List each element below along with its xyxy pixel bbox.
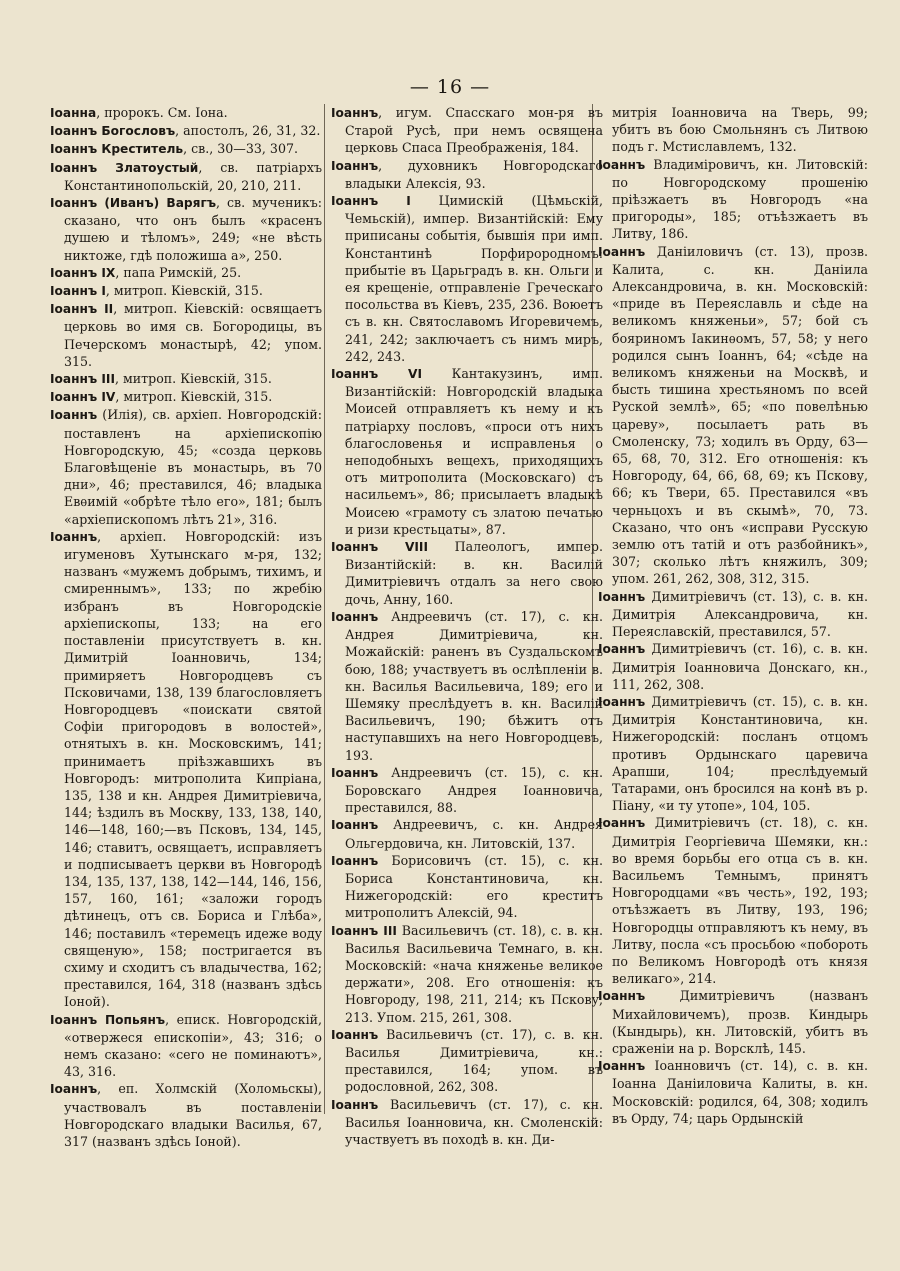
entry-text: Даніиловичъ (ст. 13), прозв. Калита, с. кн. Даніила Александровича, в. кн. Московскій: «приде въ Переяславль и сѣде на великомъ княженьи», 57; бой съ бояриномъ Іакинѳомъ, 57, 58; у него родился сынъ Іоаннъ, 64; «сѣде на великомъ княженьи на Москвѣ, и бысть тишина хрестьяномъ по всей Руской землѣ», 65; «по повелѣнью цареву», посылаетъ рать въ Смоленску, 73; ходилъ въ Орду, 63—65, 68, 70, 312. Его отношенія: къ Новгороду, 64, 66, 68, 69; къ Пскову, 66; къ Твери, 65. Преставился «въ черньцохъ и въ скымѣ», 70, 73. Сказано, что онъ «исправи Русскую землю отъ татій и отъ разбойникъ», 307; сколько лѣтъ княжилъ, 309; упом. 261, 262, 308, 312, 315. — [612, 243, 868, 587]
entry-headword: Іоаннъ Златоустый — [50, 160, 199, 175]
entry-headword: Іоаннъ — [598, 642, 646, 657]
index-column-2 — [331, 104, 603, 1148]
index-entry — [50, 104, 322, 122]
entry-text: Васильевичъ (ст. 17), с. в. кн. Василья Димитріевича, кн.: преставился, 164; упом. въ родословной, 262, 308. — [345, 1026, 603, 1095]
page-number: — 16 — — [409, 76, 491, 98]
index-entry — [598, 1057, 868, 1127]
entry-text: , митроп. Кіевскій, 315. — [115, 389, 273, 405]
entry-headword: Іоаннъ — [598, 816, 646, 831]
index-entry — [331, 157, 603, 192]
entry-headword: Іоаннъ — [331, 853, 379, 868]
index-entry — [331, 1096, 603, 1149]
entry-headword: Іоаннъ I — [50, 284, 106, 299]
entry-headword: Іоаннъ — [331, 1027, 379, 1042]
index-entry — [50, 406, 322, 527]
entry-text: Цимискій (Цѣмьскій, Чемьскій), импер. Византійскій: Ему приписаны событія, бывшія при имп. Константинѣ Порфирородномъ: прибытіе въ Царьградъ в. кн. Ольги и ея крещеніе, отправленіе Греческаго посольства въ Кіевъ, 235, 236. Воюетъ съ в. кн. Святославомъ Игоревичемъ, 241, 242; заключаетъ съ нимъ миръ, 242, 243. — [345, 193, 603, 364]
entry-text: Андреевичъ, с. кн. Андрея Ольгердовича, кн. Литовскій, 137. — [345, 817, 603, 851]
entry-headword: Іоаннъ IV — [50, 390, 116, 405]
index-entry — [598, 588, 868, 641]
entry-text: , митроп. Кіевскій: освящаетъ церковь во имя св. Богородицы, въ Печерскомъ монастырѣ, 42; упом. 315. — [64, 301, 323, 369]
entry-text: Кантакузинъ, имп. Византійскій: Новгородскій владыка Моисей отправляетъ къ нему и къ патріарху пословъ, «проси отъ нихъ благословенья и исправленья о неподобныхъ вещехъ, приходящихъ отъ митрополита (Московскаго) съ насильемъ», 86; присылаетъ владыкѣ Моисею «грамоту съ златою печатью и ризи крестьцаты», 87. — [345, 366, 604, 537]
index-entry — [598, 243, 868, 588]
entry-text: , папа Римскій, 25. — [115, 264, 242, 280]
entry-text: , св., 30—33, 307. — [183, 141, 298, 157]
entry-text: Димитріевичъ (ст. 15), с. в. кн. Димитрія Константиновича, кн. Нижегородскій: посланъ отцомъ противъ Ордынскаго царевича Арапши, 104; преслѣдуемый Татарами, онъ бросился на конѣ въ р. Піану, «и ту утопе», 104, 105. — [612, 693, 868, 814]
index-entry — [50, 528, 322, 1011]
index-entry — [598, 987, 868, 1057]
index-entry — [50, 370, 322, 388]
entry-text: Димитріевичъ (ст. 18), с. кн. Димитрія Георгіевича Шемяки, кн.: во время борьбы его отца съ в. кн. Васильемъ Темнымъ, принятъ Новгородцами «въ честь», 192, 193; отъѣзжаетъ въ Литву, 193, 196; Новгородцы отправляютъ къ нему, въ Литву, посла «съ просьбою «побороть по Великомъ Новгородѣ отъ князя великаго», 214. — [612, 815, 868, 987]
entry-headword: Іоаннъ — [331, 158, 379, 173]
entry-headword: Іоаннъ III — [331, 923, 397, 938]
entry-text: Борисовичъ (ст. 15), с. кн. Бориса Константиновича, кн. Нижегородскій: его креститъ митрополитъ Алексій, 94. — [345, 852, 603, 921]
entry-text: , духовникъ Новгородскаго владыки Алексія, 93. — [345, 157, 603, 191]
index-entry — [331, 852, 603, 922]
entry-text: Димитріевичъ (ст. 13), с. в. кн. Димитрія Александровича, кн. Переяславскій, преставился, 57. — [612, 588, 868, 640]
index-entry — [598, 814, 868, 987]
entry-headword: Іоаннъ Богословъ — [50, 124, 176, 139]
index-entry — [598, 640, 868, 693]
index-entry — [331, 538, 603, 608]
index-entry — [50, 1080, 322, 1150]
index-entry — [331, 608, 603, 764]
entry-headword: Іоаннъ — [331, 818, 379, 833]
index-entry — [331, 764, 603, 817]
entry-headword: Іоаннъ Попьянъ — [50, 1012, 166, 1027]
index-entry — [50, 282, 322, 300]
entry-text: , архіеп. Новгородскій: изъ игуменовъ Хутынскаго м-ря, 132; названъ «мужемъ добрымъ, тихимъ, и смиреннымъ», 133; по жребію избранъ въ Новгородскіе архіепископы, 133; на его поставленіи присутствуетъ в. кн. Димитрій Іоанновичь, 134; примиряетъ Новгородцевъ съ Псковичами, 138, 139 благословляетъ Новгородцевъ «поискати святой Софіи пригородовъ в волостей», отнятыхъ в. кн. Московскимъ, 141; принимаетъ пріѣзжавшихъ въ Новгородъ: митрополита Кипріана, 135, 138 и кн. Андрея Димитріевича, 144; ѣздилъ въ Москву, 133, 138, 140, 146—148, 160;—въ Псковъ, 134, 145, 146; ставитъ, освящаетъ, исправляетъ и подписываетъ церкви въ Новгородѣ 134, 135, 137, 138, 142—144, 146, 156, 157, 160, 161; «заложи городъ дѣтинецъ, отъ св. Бориса и Глѣба», 146; поставилъ «теремецъ идеже воду священую», 158; постригается въ схиму и сходитъ съ владычества, 162; преставился, 164, 318 (названъ здѣсь Іоной). — [64, 528, 322, 1010]
entry-headword: Іоаннъ — [50, 408, 98, 423]
entry-text: Палеологъ, импер. Византійскій: в. кн. Василій Димитріевичъ отдалъ за него свою дочь, Анну, 160. — [345, 539, 603, 607]
entry-headword: Іоаннъ — [598, 157, 646, 172]
entry-text: , св. патріархъ Константинопольскій, 20, 210, 211. — [64, 159, 322, 193]
entry-text: , еписк. Новгородскій, «отвержеся епископіи», 43; 316; о немъ сказано: «сего не поминаютъ», 43, 316. — [64, 1011, 322, 1080]
index-column-1 — [50, 104, 322, 1150]
entry-text: Іоанновичъ (ст. 14), с. в. кн. Іоанна Даніиловича Калиты, в. кн. Московскій: родился, 64, 308; ходилъ въ Орду, 74; царь Ордынскій — [612, 1058, 868, 1126]
entry-headword: Іоаннъ VI — [331, 367, 423, 382]
index-entry — [598, 104, 868, 156]
entry-text: , игум. Спасскаго мон-ря въ Старой Русѣ, при немъ освящена церковь Спаса Преображенія, 184. — [345, 105, 603, 156]
entry-text: Владиміровичъ, кн. Литовскій: по Новгородскому прошенію пріѣзжаетъ въ Новгородъ «на пригороды», 185; отъѣзжаетъ въ Литву, 186. — [612, 156, 868, 242]
entry-headword: Іоаннъ — [331, 1097, 379, 1112]
entry-text: Васильевичъ (ст. 18), с. в. кн. Василья Васильевича Темнаго, в. кн. Московскій: «нача княженье великое держати», 208. Его отношенія: къ Новгороду, 198, 211, 214; къ Пскову, 213. Упом. 215, 261, 308. — [345, 922, 603, 1025]
index-entry — [331, 1026, 603, 1096]
entry-text: Андреевичъ (ст. 17), с. кн. Андрея Димитріевича, кн. Можайскій: раненъ въ Суздальскомъ бою, 188; участвуетъ въ ослѣпленіи в. кн. Василья Васильевича, 189; его и Шемяку преслѣдуетъ в. кн. Василій Васильевичъ, 190; бѣжитъ отъ наступавшихъ на него Новгородцевъ, 193. — [345, 608, 603, 763]
entry-text: Андреевичъ (ст. 15), с. кн. Боровскаго Андрея Іоанновича, преставился, 88. — [345, 764, 603, 816]
entry-text: Димитріевичъ (ст. 16), с. в. кн. Димитрія Іоанновича Донскаго, кн., 111, 262, 308. — [612, 641, 868, 692]
index-entry — [50, 1011, 322, 1081]
entry-headword: Іоаннъ IX — [50, 265, 116, 280]
index-entry — [50, 140, 322, 158]
index-entry — [50, 300, 322, 370]
entry-text: Димитріевичъ (названъ Михайловичемъ), прозв. Киндырь (Кындырь), кн. Литовскій, убитъ въ сраженіи на р. Ворсклѣ, 145. — [612, 988, 868, 1056]
entry-headword: Іоаннъ — [598, 589, 646, 604]
index-entry — [598, 156, 868, 243]
index-entry — [598, 693, 868, 814]
entry-headword: Іоаннъ III — [50, 372, 115, 387]
entry-headword: Іоаннъ I — [331, 194, 411, 209]
index-entry — [50, 122, 322, 140]
index-entry — [331, 922, 603, 1026]
entry-headword: Іоаннъ — [50, 529, 98, 544]
entry-text: , еп. Холмскій (Холомьскы), участвовалъ въ поставленіи Новгородскаго владыки Василья, 67, 317 (названъ здѣсь Іоной). — [64, 1081, 322, 1149]
index-entry — [331, 104, 603, 157]
entry-text: , митроп. Кіевскій, 315. — [114, 371, 272, 387]
entry-headword: Іоанна — [50, 106, 97, 120]
entry-headword: Іоаннъ (Иванъ) Варягъ — [50, 196, 216, 211]
entry-text: Васильевичъ (ст. 17), с. кн. Василья Іоанновича, кн. Смоленскій: участвуетъ въ походѣ в. кн. Ди- — [345, 1096, 603, 1147]
index-entry — [50, 388, 322, 406]
entry-text: , митроп. Кіевскій, 315. — [105, 283, 263, 299]
index-entry — [331, 816, 603, 851]
entry-headword: Іоаннъ — [50, 1082, 98, 1097]
index-column-3 — [598, 104, 868, 1127]
entry-headword: Іоаннъ — [598, 244, 646, 259]
index-entry — [50, 159, 322, 194]
entry-headword: Іоаннъ II — [50, 302, 114, 317]
index-entry — [50, 194, 322, 264]
column-divider — [324, 104, 325, 1114]
entry-text: митрія Іоанновича на Тверь, 99; убитъ въ бою Смольнянъ съ Литвою подъ г. Мстиславлемъ, 132. — [612, 105, 868, 155]
entry-text: , св. мученикъ: сказано, что онъ былъ «красенъ душею и тѣломъ», 249; «не вѣсть никтоже, гдѣ положиша а», 250. — [64, 195, 322, 263]
entry-headword: Іоаннъ — [331, 765, 379, 780]
entry-headword: Іоаннъ — [598, 1059, 646, 1074]
entry-headword: Іоаннъ VIII — [331, 540, 428, 555]
entry-text: , апостолъ, 26, 31, 32. — [175, 123, 321, 139]
entry-headword: Іоаннъ — [598, 989, 646, 1004]
entry-headword: Іоаннъ Креститель — [50, 142, 184, 157]
entry-text: (Илія), св. архіеп. Новгородскій: поставленъ на архіепископію Новгородскую, 45; «созда церковь Благовѣщеніе въ монастырь, въ 70 дни», 46; преставился, 46; владыка Евѳимій «обрѣте тѣло его», 181; былъ «архіепископомъ лѣтъ 21», 316. — [64, 407, 322, 527]
entry-text: , пророкъ. См. Іона. — [96, 105, 228, 120]
entry-headword: Іоаннъ — [331, 106, 379, 120]
index-entry — [331, 192, 603, 365]
index-entry — [50, 264, 322, 282]
entry-headword: Іоаннъ — [598, 694, 646, 709]
entry-headword: Іоаннъ — [331, 609, 379, 624]
index-entry — [331, 365, 603, 538]
